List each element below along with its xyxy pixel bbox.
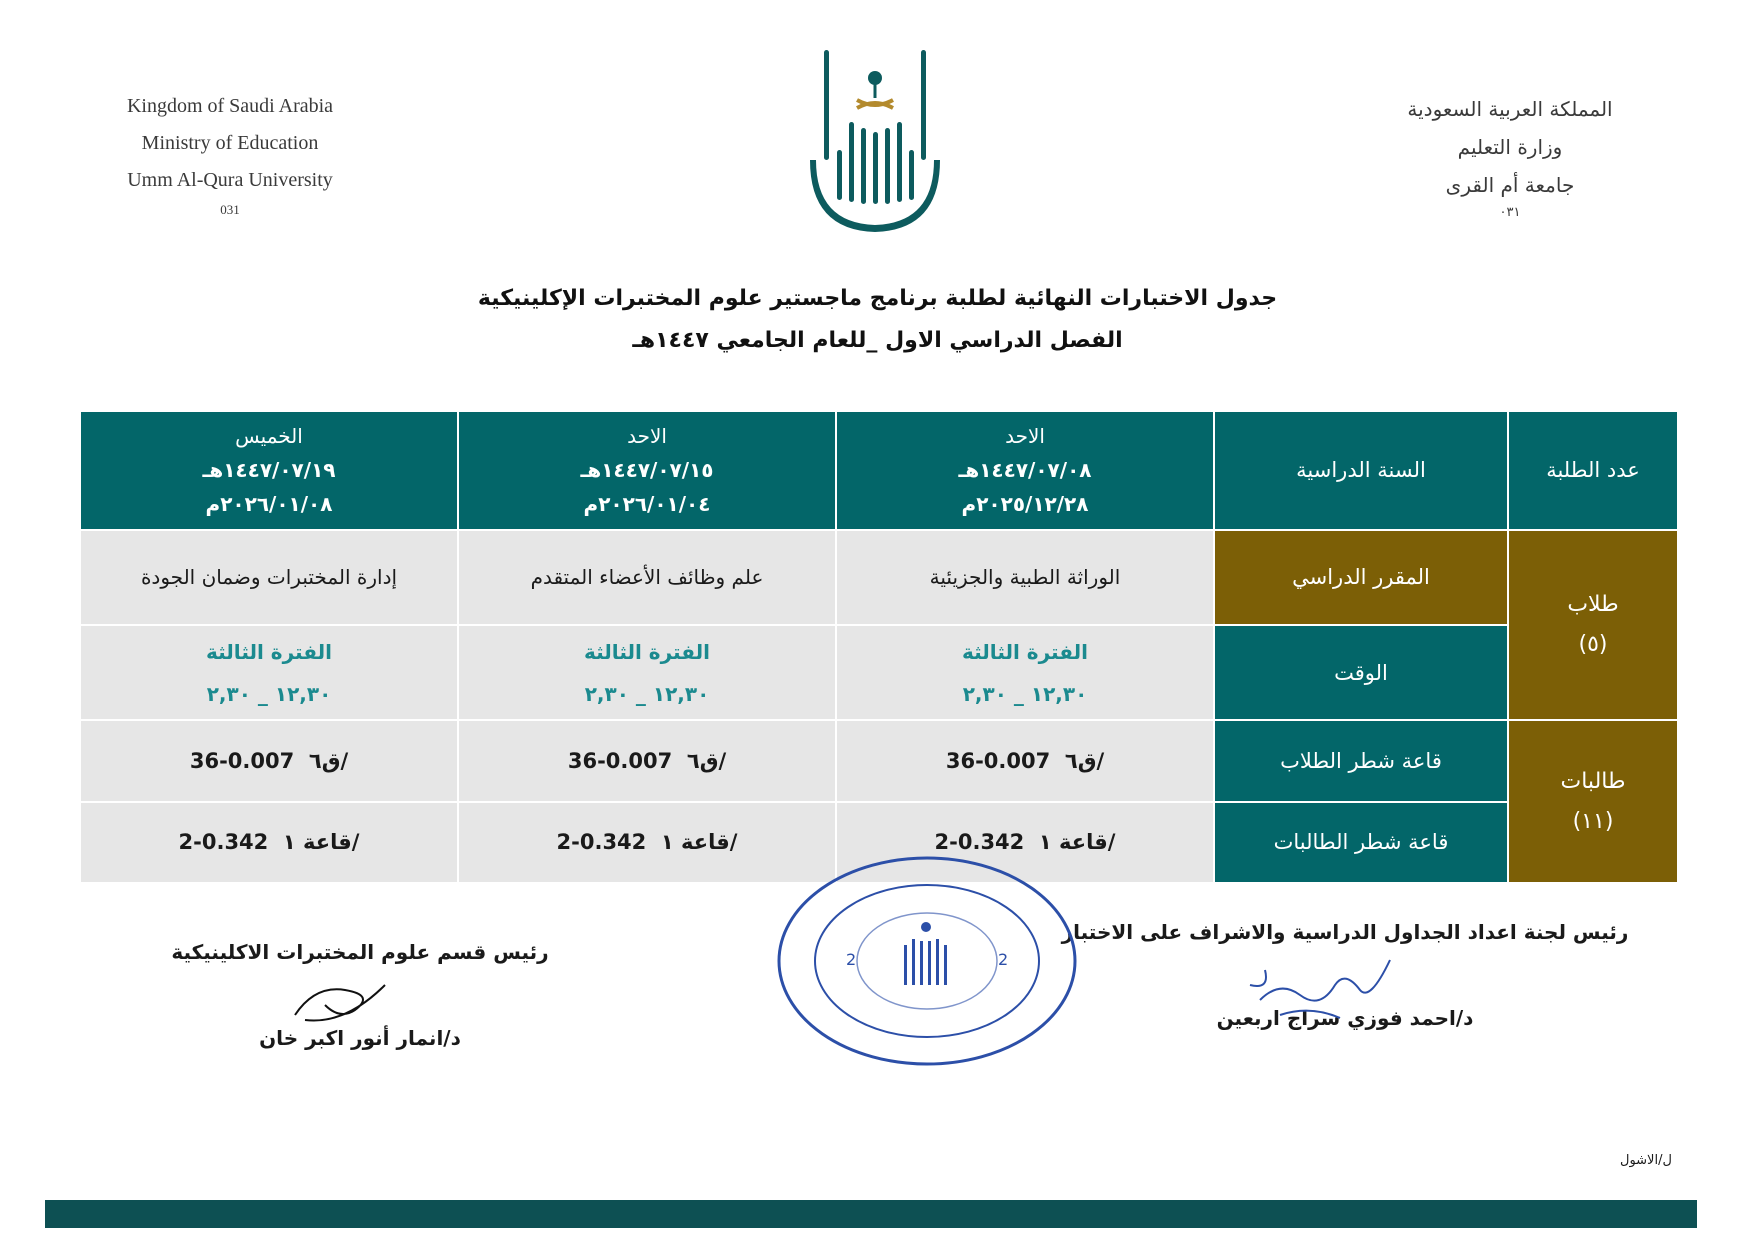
university-name-en: Umm Al-Qura University bbox=[127, 169, 333, 191]
date-header-cell bbox=[80, 411, 458, 530]
hall-code: 2-0.342 bbox=[556, 830, 647, 855]
hall-code: 36-0.007 bbox=[189, 748, 295, 773]
date-header-cell bbox=[836, 411, 1214, 530]
time-row bbox=[80, 625, 1678, 720]
hijri-date: ١٤٤٧/٠٧/٠٨هـ bbox=[958, 458, 1092, 483]
time-range: ١٢,٣٠ _ ٢,٣٠ bbox=[962, 681, 1088, 706]
time-range: ١٢,٣٠ _ ٢,٣٠ bbox=[584, 681, 710, 706]
male-hall-cell bbox=[80, 720, 458, 801]
hijri-date: ١٤٤٧/٠٧/١٩هـ bbox=[202, 458, 336, 483]
arabic-letterhead bbox=[1380, 90, 1640, 222]
exam-schedule-table bbox=[79, 410, 1679, 884]
female-students-count: (١١) bbox=[1572, 808, 1614, 834]
time-period: الفترة الثالثة bbox=[962, 639, 1088, 664]
department-head-title: رئيس قسم علوم المختبرات الاكلينيكية bbox=[171, 940, 549, 964]
department-head-name: د/انمار أنور اكبر خان bbox=[259, 1026, 461, 1050]
committee-chair-title: رئيس لجنة اعداد الجداول الدراسية والاشراف على الاختبار bbox=[1061, 920, 1629, 944]
time-range: ١٢,٣٠ _ ٢,٣٠ bbox=[206, 681, 332, 706]
time-cell bbox=[458, 625, 836, 720]
day-name: الاحد bbox=[1005, 424, 1045, 449]
hall-code: 2-0.342 bbox=[934, 830, 1025, 855]
female-students-cell bbox=[1508, 720, 1678, 883]
hall-prefix: قاعة ١/ bbox=[1038, 830, 1116, 855]
title-line-1: جدول الاختبارات النهائية لطلبة برنامج ماجستير علوم المختبرات الإكلينيكية bbox=[477, 286, 1278, 311]
ministry-name-en: Ministry of Education bbox=[141, 132, 319, 154]
ministry-name-ar: وزارة التعليم bbox=[1457, 135, 1563, 159]
gregorian-date: ٢٠٢٦/٠١/٠٤م bbox=[583, 492, 711, 517]
hall-prefix: ق٦/ bbox=[308, 748, 349, 773]
course-cell: الوراثة الطبية والجزيئية bbox=[836, 530, 1214, 625]
female-hall-cell bbox=[80, 802, 458, 883]
hall-code: 36-0.007 bbox=[945, 748, 1051, 773]
course-cell: علم وظائف الأعضاء المتقدم bbox=[458, 530, 836, 625]
time-period: الفترة الثالثة bbox=[206, 639, 332, 664]
students-count-header: عدد الطلبة bbox=[1508, 411, 1678, 530]
committee-chair-name: د/احمد فوزي سراج اربعين bbox=[1216, 1006, 1474, 1030]
document-title bbox=[300, 278, 1455, 362]
country-name-en: Kingdom of Saudi Arabia bbox=[126, 95, 334, 117]
time-cell bbox=[80, 625, 458, 720]
academic-year-header: السنة الدراسية bbox=[1214, 411, 1508, 530]
hall-prefix: قاعة ١/ bbox=[282, 830, 360, 855]
male-students-label: طلاب bbox=[1567, 591, 1619, 617]
hall-prefix: ق٦/ bbox=[1064, 748, 1105, 773]
course-row bbox=[80, 530, 1678, 625]
gregorian-date: ٢٠٢٥/١٢/٢٨م bbox=[961, 492, 1089, 517]
course-row-label: المقرر الدراسي bbox=[1214, 530, 1508, 625]
footer-bar bbox=[45, 1200, 1697, 1228]
english-letterhead bbox=[100, 88, 360, 219]
male-hall-cell bbox=[836, 720, 1214, 801]
committee-chair-signature bbox=[1240, 940, 1410, 1030]
male-hall-row-label: قاعة شطر الطلاب bbox=[1214, 720, 1508, 801]
day-name: الاحد bbox=[627, 424, 667, 449]
time-row-label: الوقت bbox=[1214, 625, 1508, 720]
hall-prefix: ق٦/ bbox=[686, 748, 727, 773]
male-hall-cell bbox=[458, 720, 836, 801]
title-line-2: الفصل الدراسي الاول _للعام الجامعي ١٤٤٧هـ bbox=[632, 328, 1123, 353]
university-logo bbox=[805, 40, 945, 240]
male-hall-row bbox=[80, 720, 1678, 801]
document-footnote: ل/الاشول bbox=[1620, 1153, 1672, 1168]
hijri-date: ١٤٤٧/٠٧/١٥هـ bbox=[580, 458, 714, 483]
female-hall-row-label: قاعة شطر الطالبات bbox=[1214, 802, 1508, 883]
country-name-ar: المملكة العربية السعودية bbox=[1407, 97, 1613, 121]
time-period: الفترة الثالثة bbox=[584, 639, 710, 664]
day-name: الخميس bbox=[235, 424, 303, 449]
hall-code: 36-0.007 bbox=[567, 748, 673, 773]
table-header-row bbox=[80, 411, 1678, 530]
stamp-number-left: 2 bbox=[846, 950, 857, 969]
hall-prefix: قاعة ١/ bbox=[660, 830, 738, 855]
gregorian-date: ٢٠٢٦/٠١/٠٨م bbox=[205, 492, 333, 517]
female-students-label: طالبات bbox=[1560, 768, 1626, 794]
hall-code: 2-0.342 bbox=[178, 830, 269, 855]
stamp-number-right: 2 bbox=[998, 950, 1009, 969]
department-stamp bbox=[776, 855, 1078, 1067]
course-cell: إدارة المختبرات وضمان الجودة bbox=[80, 530, 458, 625]
male-students-cell bbox=[1508, 530, 1678, 721]
time-cell bbox=[836, 625, 1214, 720]
letterhead-code-ar: ٠٣١ bbox=[1499, 205, 1521, 220]
letterhead-code-en: 031 bbox=[220, 202, 240, 217]
department-head-signature bbox=[285, 965, 405, 1035]
date-header-cell bbox=[458, 411, 836, 530]
male-students-count: (٥) bbox=[1578, 631, 1608, 657]
university-name-ar: جامعة أم القرى bbox=[1445, 173, 1575, 197]
